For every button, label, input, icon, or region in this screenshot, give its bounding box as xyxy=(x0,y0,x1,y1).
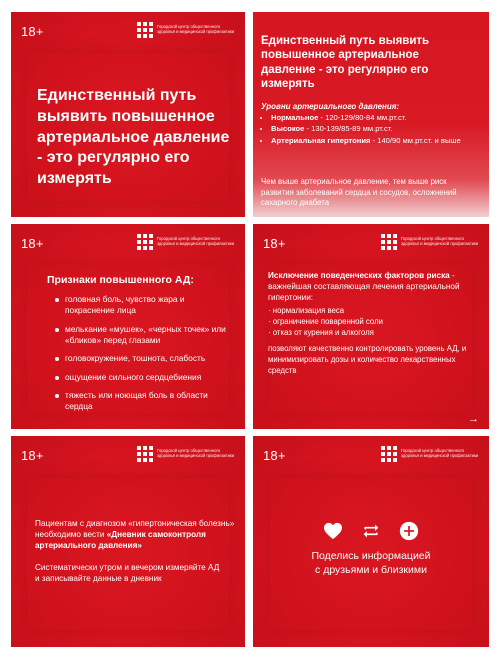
slide-card-3 xyxy=(11,224,245,429)
list-item: • Артериальная гипертония - 140/90 мм.рт.ст. и выше xyxy=(271,136,489,146)
list-item: · отказ от курения и алкоголя xyxy=(268,328,468,339)
logo-text: Городской центр общественного здоровья и медицинской профилактики xyxy=(401,448,479,458)
list-item: головная боль, чувство жара и покраснение лица xyxy=(55,294,235,317)
logo-grid-icon xyxy=(381,446,397,462)
list-item: · нормализация веса xyxy=(268,306,468,317)
diary-paragraph: Пациентам с диагнозом «гипертоническая болезнь» необходимо вести «Дневник самоконтроля артериального давления» xyxy=(35,519,235,551)
health-center-logo xyxy=(381,446,479,462)
health-center-logo xyxy=(137,446,235,462)
next-arrow-icon[interactable]: → xyxy=(468,413,479,425)
share-line-1: Поделись информацией xyxy=(311,550,431,562)
logo-text: Городской центр общественного здоровья и медицинской профилактики xyxy=(401,236,479,246)
list-item: · ограничение поваренной соли xyxy=(268,317,468,328)
age-rating-label: 18+ xyxy=(21,236,44,251)
list-item: головокружение, тошнота, слабость xyxy=(55,353,235,364)
risk-note: Чем выше артериальное давление, тем выше риск развития заболеваний сердца и сосудов, осложнений сахарного диабета xyxy=(261,177,457,208)
measure-advice: Систематически утром и вечером измеряйте АД и записывайте данные в дневник xyxy=(35,563,220,584)
bp-levels-title: Уровни артериального давления: xyxy=(261,102,400,111)
bp-levels-list xyxy=(261,113,489,147)
logo-grid-icon xyxy=(137,234,153,250)
slide-headline: Единственный путь выявить повышенное артериальное давление - это регулярно его измерять xyxy=(261,35,430,91)
signs-title: Признаки повышенного АД: xyxy=(47,274,194,286)
logo-grid-icon xyxy=(137,446,153,462)
slide-card-6 xyxy=(253,436,489,647)
health-center-logo xyxy=(137,234,235,250)
list-item: • Нормальное - 120-129/80-84 мм.рт.ст. xyxy=(271,113,489,123)
plus-circle-icon[interactable] xyxy=(399,521,419,541)
age-rating-label: 18+ xyxy=(21,448,44,463)
slide-card-1 xyxy=(11,12,245,217)
repost-icon[interactable] xyxy=(361,522,381,540)
slide-card-4 xyxy=(253,224,489,429)
heart-icon[interactable] xyxy=(323,522,343,540)
logo-text: Городской центр общественного здоровья и медицинской профилактики xyxy=(157,236,235,246)
list-item: тяжесть или ноющая боль в области сердца xyxy=(55,390,235,413)
list-item: ощущение сильного сердцебиения xyxy=(55,372,235,383)
share-line-2: с друзьями и близкими xyxy=(315,564,427,577)
logo-grid-icon xyxy=(381,234,397,250)
risk-factors-list xyxy=(268,306,468,339)
age-rating-label: 18+ xyxy=(263,448,286,463)
age-rating-label: 18+ xyxy=(21,24,44,39)
risk-factors-result: позволяют качественно контролировать уровень АД, и минимизировать дозы и количество лекарственных средств xyxy=(268,344,467,375)
logo-text: Городской центр общественного здоровья и медицинской профилактики xyxy=(157,24,235,34)
share-actions xyxy=(323,521,419,541)
health-center-logo xyxy=(137,22,235,38)
risk-factors-intro: Исключение поведенческих факторов риска - важнейшая составляющая лечения артериальной гипертонии: xyxy=(268,271,460,303)
logo-grid-icon xyxy=(137,22,153,38)
age-rating-label: 18+ xyxy=(263,236,286,251)
share-message xyxy=(253,549,489,577)
slide-card-2 xyxy=(253,12,489,217)
health-center-logo xyxy=(381,234,479,250)
signs-list xyxy=(55,294,235,420)
list-item: мелькание «мушек», «черных точек» или «бликов» перед глазами xyxy=(55,324,235,347)
slide-card-5 xyxy=(11,436,245,647)
logo-text: Городской центр общественного здоровья и медицинской профилактики xyxy=(157,448,235,458)
list-item: • Высокое - 130-139/85-89 мм.рт.ст. xyxy=(271,124,489,134)
slide-headline: Единственный путь выявить повышенное артериальное давление - это регулярно его измерять xyxy=(37,87,230,188)
